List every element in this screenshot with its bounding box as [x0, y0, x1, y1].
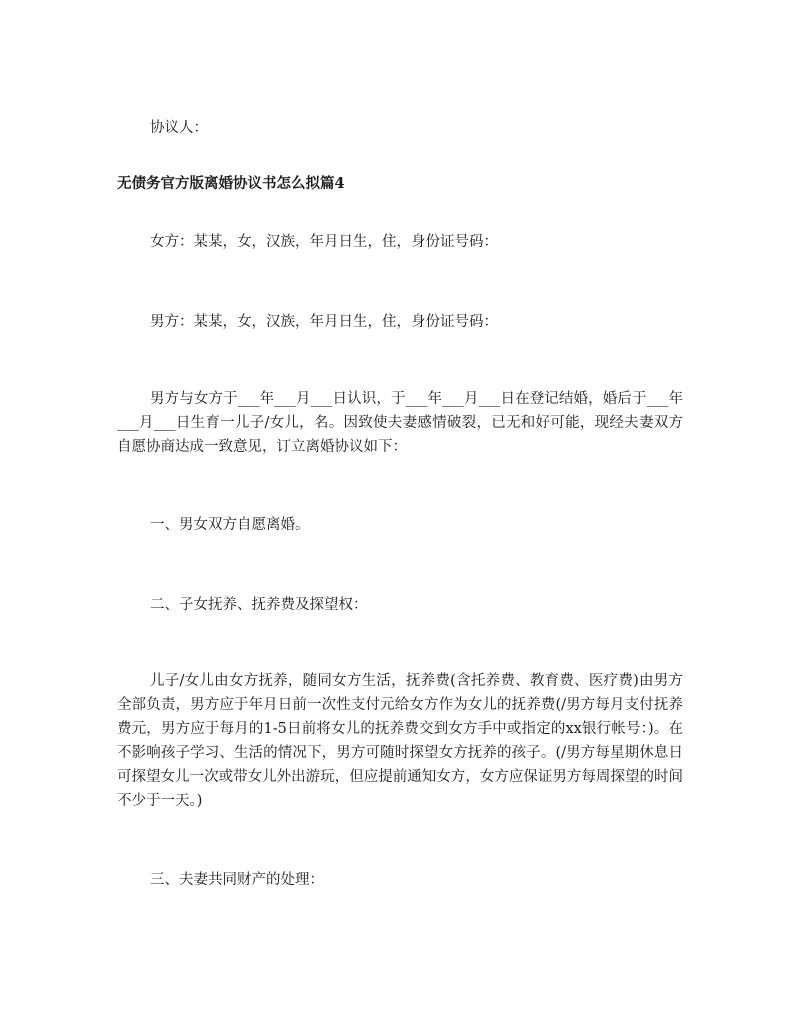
paragraph-woman-info: 女方：某某，女，汉族，年月日生，住，身份证号码： — [150, 234, 498, 250]
paragraph-man-info: 男方：某某，女，汉族，年月日生，住，身份证号码： — [150, 314, 498, 330]
paragraph-custody: 儿子/女儿由女方抚养，随同女方生活，抚养费(含托养费、教育费、医疗费)由男方全部负责，男方应于年月日前一次性支付元给女方作为女儿的抚养费(/男方每月支付抚养费元，男方应于每月的1-5日前将女儿的抚养费交到女方手中或指定的xx银行帐号：)。在不影响孩子学习、生活的情况下，男方可随时探望女方抚养的孩子。(/男方每星期休息日可探望女儿一次或带女儿外出游玩，但应提前通知女方，女方应保证男方每周探望的时间不少于一天。) — [117, 673, 683, 809]
clause-1: 一、男女双方自愿离婚。 — [150, 517, 310, 533]
signatory-label: 协议人： — [150, 120, 208, 136]
clause-2: 二、子女抚养、抚养费及探望权： — [150, 597, 368, 613]
clause-3: 三、夫妻共同财产的处理： — [150, 872, 324, 888]
document-title: 无债务官方版离婚协议书怎么拟篇4 — [117, 175, 345, 192]
paragraph-intro: 男方与女方于___年___月___日认识，于___年___月___日在登记结婚，婚后于___年___月___日生育一儿子/女儿，名。因致使夫妻感情破裂，已无和好可能，现经夫妻双方自愿协商达成一致意见，订立离婚协议如下： — [117, 391, 683, 455]
